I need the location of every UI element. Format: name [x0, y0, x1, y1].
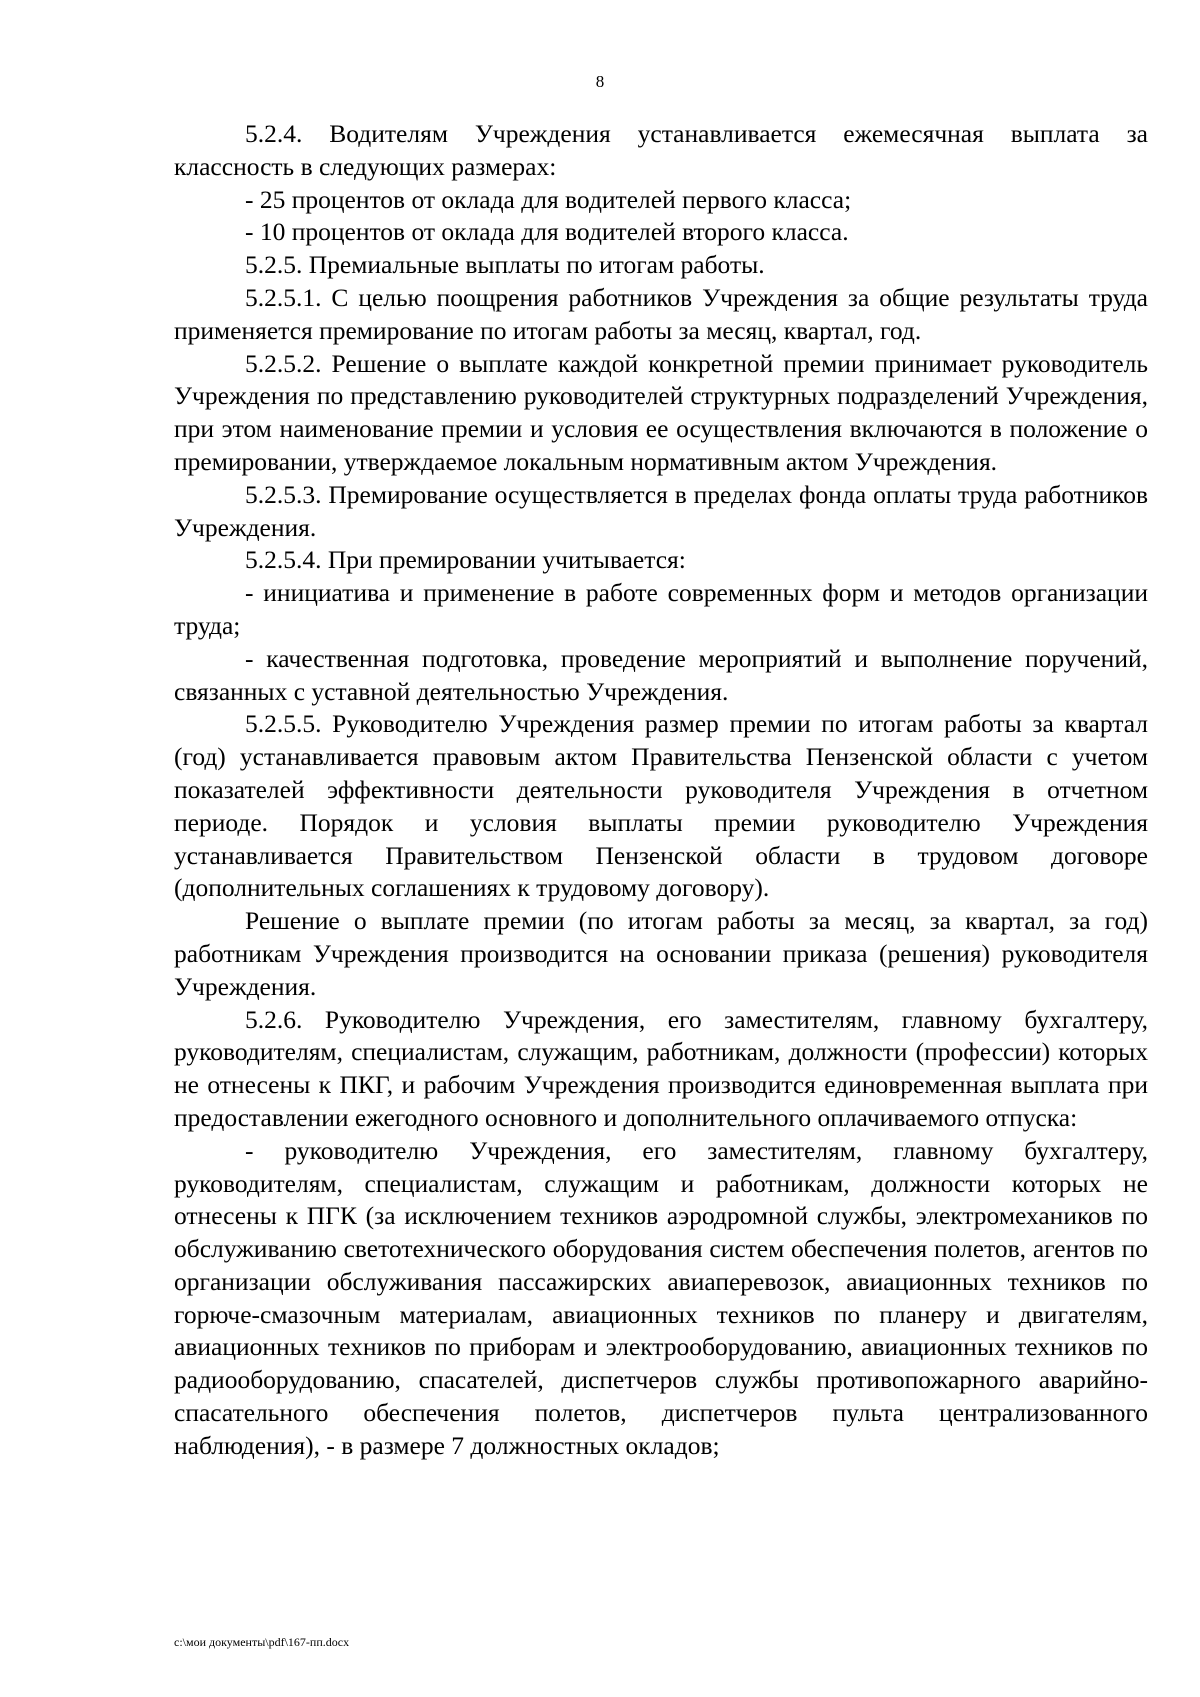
- list-item-initiative: - инициатива и применение в работе современных форм и методов организации труда;: [174, 578, 1148, 640]
- paragraph-5-2-5-1: 5.2.5.1. С целью поощрения работников Учреждения за общие результаты труда применяется премирование по итогам работы за месяц, квартал, год.: [174, 282, 1148, 345]
- paragraph-5-2-5: 5.2.5. Премиальные выплаты по итогам работы.: [245, 250, 765, 280]
- paragraph-decision: Решение о выплате премии (по итогам работы за месяц, за квартал, за год) работникам Учреждения производится на основании приказа (решения) руководителя Учреждения.: [174, 906, 1148, 1001]
- paragraph-5-2-5-2: 5.2.5.2. Решение о выплате каждой конкретной премии принимает руководитель Учреждения по представлению руководителей структурных подразделений Учреждения, при этом наименование премии и условия ее осуществления включаются в положение о премировании, утверждаемое локальным нормативным актом Учреждения.: [174, 348, 1148, 476]
- list-item-quality: - качественная подготовка, проведение мероприятий и выполнение поручений, связанных с уставной деятельностью Учреждения.: [174, 643, 1148, 706]
- list-item-second-class: - 10 процентов от оклада для водителей второго класса.: [245, 217, 849, 247]
- paragraph-5-2-5-3: 5.2.5.3. Премирование осуществляется в пределах фонда оплаты труда работников Учреждения.: [174, 479, 1148, 542]
- list-item-first-class: - 25 процентов от оклада для водителей первого класса;: [245, 184, 852, 214]
- footer-file-path: c:\мои документы\pdf\167-пп.docx: [174, 1635, 350, 1649]
- document-body: [174, 118, 1148, 1463]
- page-number: 8: [595, 72, 605, 91]
- paragraph-5-2-4: 5.2.4. Водителям Учреждения устанавливается ежемесячная выплата за классность в следующих размерах:: [174, 119, 1148, 181]
- paragraph-5-2-5-4: 5.2.5.4. При премировании учитывается:: [245, 545, 686, 575]
- paragraph-5-2-5-5: 5.2.5.5. Руководителю Учреждения размер премии по итогам работы за квартал (год) устанавливается правовым актом Правительства Пензенской области с учетом показателей эффективности деятельности руководителя Учреждения в отчетном периоде. Порядок и условия выплаты премии руководителю Учреждения устанавливается Правительством Пензенской области в трудовом договоре (дополнительных соглашениях к трудовому договору).: [174, 709, 1148, 903]
- list-item-head: - руководителю Учреждения, его заместителям, главному бухгалтеру, руководителям, специалистам, служащим и работникам, должности которых не отнесены к ПГК (за исключением техников аэродромной службы, электромехаников по обслуживанию светотехнического оборудования систем обеспечения полетов, агентов по организации обслуживания пассажирских авиаперевозок, авиационных техников по горюче-смазочным материалам, авиационных техников по планеру и двигателям, авиационных техников по приборам и электрооборудованию, авиационных техников по радиооборудованию, спасателей, диспетчеров службы противопожарного аварийно-спасательного обеспечения полетов, диспетчеров пульта централизованного наблюдения), - в размере 7 должностных окладов;: [174, 1135, 1148, 1460]
- paragraph-5-2-6: 5.2.6. Руководителю Учреждения, его заместителям, главному бухгалтеру, руководителям, специалистам, служащим, работникам, должности (профессии) которых не отнесены к ПКГ, и рабочим Учреждения производится единовременная выплата при предоставлении ежегодного основного и дополнительного оплачиваемого отпуска:: [174, 1004, 1148, 1132]
